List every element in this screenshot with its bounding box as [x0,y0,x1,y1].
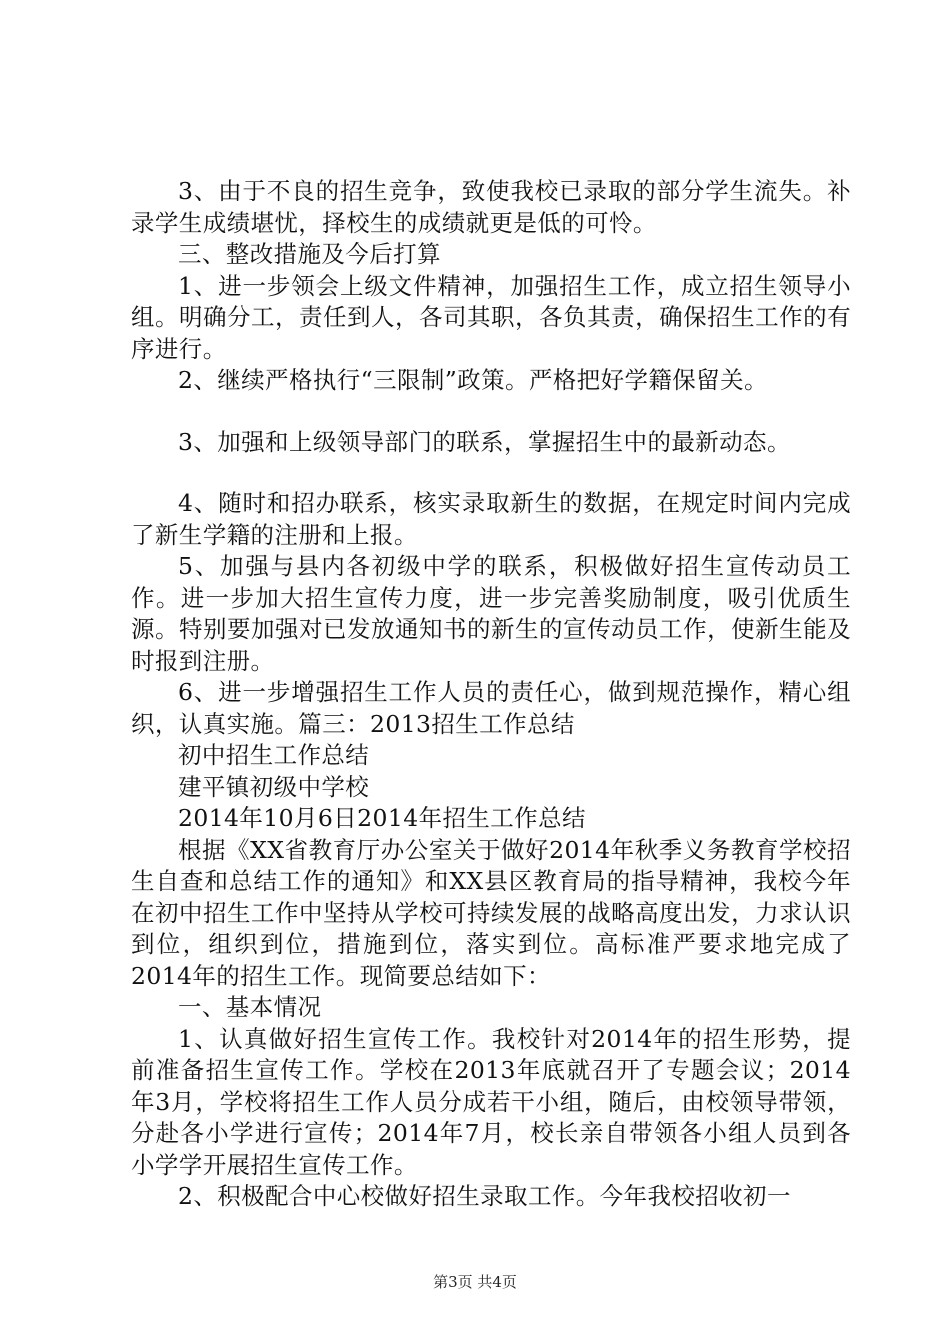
paragraph-9: 1、认真做好招生宣传工作。我校针对2014年的招生形势，提前准备招生宣传工作。学校在2013年底就召开了专题会议；2014年3月，学校将招生工作人员分成若干小组，随后，由校领导带领，分赴各小学进行宣传；2014年7月，校长亲自带领各小组人员到各小学学开展招生宣传工作。 [131,1024,851,1179]
paragraph-5: 4、随时和招办联系，核实录取新生的数据，在规定时间内完成了新生学籍的注册和上报。 [131,489,851,549]
subtitle-line: 初中招生工作总结 [178,741,370,769]
document-body [131,176,851,1213]
page-number-label: 第3页 共4页 [433,1273,517,1291]
paragraph-6: 5、加强与县内各初级中学的联系，积极做好招生宣传动员工作。进一步加大招生宣传力度，进一步完善奖励制度，吸引优质生源。特别要加强对已发放通知书的新生的宣传动员工作，使新生能及时报到注册。 [131,552,851,675]
paragraph-1: 3、由于不良的招生竞争，致使我校已录取的部分学生流失。补录学生成绩堪忧，择校生的成绩就更是低的可怜。 [131,177,851,237]
paragraph-7: 6、进一步增强招生工作人员的责任心，做到规范操作，精心组织，认真实施。篇三：2013招生工作总结 [131,678,851,738]
paragraph-10: 2、积极配合中心校做好招生录取工作。今年我校招收初一 [178,1182,791,1210]
school-name-line: 建平镇初级中学校 [178,772,370,801]
page-footer [0,1272,950,1292]
paragraph-4: 3、加强和上级领导部门的联系，掌握招生中的最新动态。 [178,427,791,456]
paragraph-3: 2、继续严格执行“三限制”政策。严格把好学籍保留关。 [178,366,768,394]
section-heading-1: 一、基本情况 [178,993,322,1021]
paragraph-8: 根据《XX省教育厅办公室关于做好2014年秋季义务教育学校招生自查和总结工作的通知》和XX县区教育局的指导精神，我校今年在初中招生工作中坚持从学校可持续发展的战略高度出发，力求认识到位，组织到位，措施到位，落实到位。高标准严要求地完成了2014年的招生工作。现简要总结如下： [131,835,851,990]
paragraph-2: 1、进一步领会上级文件精神，加强招生工作，成立招生领导小组。明确分工，责任到人，各司其职，各负其责，确保招生工作的有序进行。 [131,271,851,363]
date-title-line: 2014年10月6日2014年招生工作总结 [178,804,586,832]
section-heading-3: 三、整改措施及今后打算 [178,240,441,268]
